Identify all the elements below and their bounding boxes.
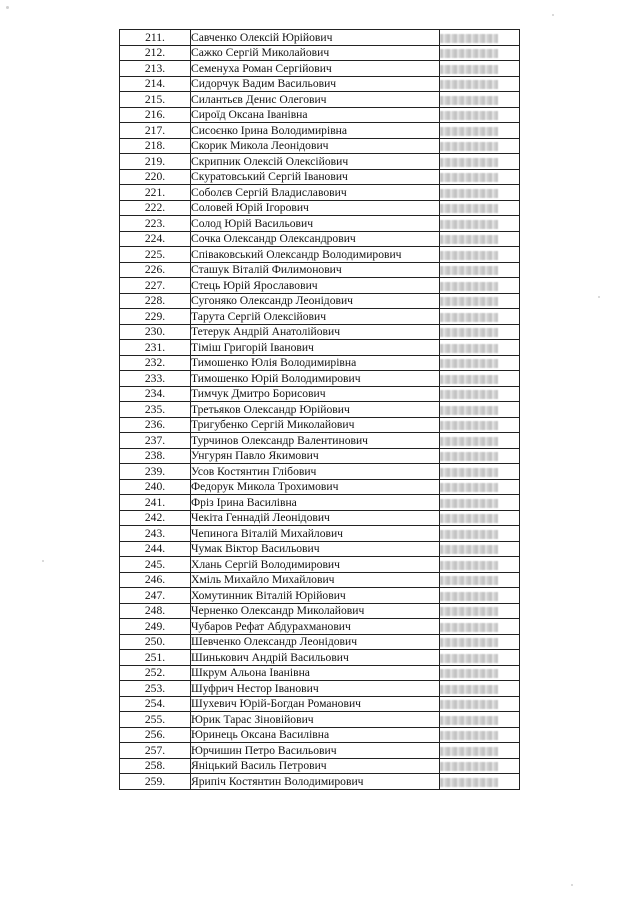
document-number-cell xyxy=(440,216,520,232)
document-number-cell xyxy=(440,681,520,697)
row-number: 227. xyxy=(120,278,191,294)
row-number: 259. xyxy=(120,774,191,790)
row-number: 221. xyxy=(120,185,191,201)
table-row xyxy=(120,634,520,650)
redacted-document-number xyxy=(440,111,498,120)
row-number: 241. xyxy=(120,495,191,511)
full-name: Чепинога Віталій Михайлович xyxy=(191,526,440,542)
full-name: Стець Юрій Ярославович xyxy=(191,278,440,294)
table-row xyxy=(120,696,520,712)
full-name: Хлань Сергій Володимирович xyxy=(191,557,440,573)
row-number: 224. xyxy=(120,231,191,247)
full-name: Юрчишин Петро Васильович xyxy=(191,743,440,759)
full-name: Соболєв Сергій Владиславович xyxy=(191,185,440,201)
document-number-cell xyxy=(440,154,520,170)
row-number: 249. xyxy=(120,619,191,635)
document-number-cell xyxy=(440,588,520,604)
redacted-document-number xyxy=(440,142,498,151)
document-number-cell xyxy=(440,386,520,402)
redacted-document-number xyxy=(440,716,498,725)
scan-speck xyxy=(552,14,554,16)
full-name: Юрик Тарас Зіновійович xyxy=(191,712,440,728)
row-number: 226. xyxy=(120,262,191,278)
redacted-document-number xyxy=(440,561,498,570)
row-number: 240. xyxy=(120,479,191,495)
full-name: Солод Юрій Васильович xyxy=(191,216,440,232)
redacted-document-number xyxy=(440,685,498,694)
redacted-document-number xyxy=(440,158,498,167)
full-name: Тіміш Григорій Іванович xyxy=(191,340,440,356)
row-number: 239. xyxy=(120,464,191,480)
full-name: Шухевич Юрій-Богдан Романович xyxy=(191,696,440,712)
table-row xyxy=(120,402,520,418)
row-number: 257. xyxy=(120,743,191,759)
full-name: Яніцький Василь Петрович xyxy=(191,758,440,774)
row-number: 218. xyxy=(120,138,191,154)
table-row xyxy=(120,510,520,526)
redacted-document-number xyxy=(440,65,498,74)
redacted-document-number xyxy=(440,173,498,182)
redacted-document-number xyxy=(440,514,498,523)
table-row xyxy=(120,231,520,247)
full-name: Сташук Віталій Филимонович xyxy=(191,262,440,278)
table-row xyxy=(120,665,520,681)
full-name: Тарута Сергій Олексійович xyxy=(191,309,440,325)
redacted-document-number xyxy=(440,266,498,275)
table-row xyxy=(120,774,520,790)
full-name: Тимчук Дмитро Борисович xyxy=(191,386,440,402)
document-number-cell xyxy=(440,371,520,387)
document-number-cell xyxy=(440,92,520,108)
document-number-cell xyxy=(440,123,520,139)
table-row xyxy=(120,293,520,309)
redacted-document-number xyxy=(440,220,498,229)
table-row xyxy=(120,603,520,619)
redacted-document-number xyxy=(440,747,498,756)
redacted-document-number xyxy=(440,762,498,771)
redacted-document-number xyxy=(440,437,498,446)
document-number-cell xyxy=(440,541,520,557)
deputies-table-body xyxy=(120,30,520,790)
redacted-document-number xyxy=(440,654,498,663)
redacted-document-number xyxy=(440,530,498,539)
document-number-cell xyxy=(440,200,520,216)
table-row xyxy=(120,340,520,356)
row-number: 233. xyxy=(120,371,191,387)
row-number: 255. xyxy=(120,712,191,728)
document-number-cell xyxy=(440,743,520,759)
full-name: Чубаров Рефат Абдурахманович xyxy=(191,619,440,635)
row-number: 223. xyxy=(120,216,191,232)
full-name: Тимошенко Юрій Володимирович xyxy=(191,371,440,387)
row-number: 252. xyxy=(120,665,191,681)
redacted-document-number xyxy=(440,390,498,399)
redacted-document-number xyxy=(440,34,498,43)
full-name: Федорук Микола Трохимович xyxy=(191,479,440,495)
row-number: 245. xyxy=(120,557,191,573)
table-row xyxy=(120,433,520,449)
table-row xyxy=(120,495,520,511)
document-number-cell xyxy=(440,138,520,154)
row-number: 237. xyxy=(120,433,191,449)
table-row xyxy=(120,557,520,573)
table-row xyxy=(120,743,520,759)
row-number: 215. xyxy=(120,92,191,108)
document-number-cell xyxy=(440,309,520,325)
document-number-cell xyxy=(440,557,520,573)
table-row xyxy=(120,355,520,371)
table-row xyxy=(120,154,520,170)
table-row xyxy=(120,448,520,464)
redacted-document-number xyxy=(440,623,498,632)
table-row xyxy=(120,262,520,278)
table-row xyxy=(120,309,520,325)
document-number-cell xyxy=(440,107,520,123)
redacted-document-number xyxy=(440,483,498,492)
table-row xyxy=(120,123,520,139)
row-number: 231. xyxy=(120,340,191,356)
table-row xyxy=(120,479,520,495)
full-name: Фріз Ірина Василівна xyxy=(191,495,440,511)
full-name: Шевченко Олександр Леонідович xyxy=(191,634,440,650)
row-number: 242. xyxy=(120,510,191,526)
redacted-document-number xyxy=(440,669,498,678)
table-row xyxy=(120,417,520,433)
table-row xyxy=(120,30,520,46)
table-row xyxy=(120,386,520,402)
row-number: 213. xyxy=(120,61,191,77)
full-name: Усов Костянтин Глібович xyxy=(191,464,440,480)
row-number: 258. xyxy=(120,758,191,774)
table-row xyxy=(120,619,520,635)
full-name: Шуфрич Нестор Іванович xyxy=(191,681,440,697)
full-name: Сочка Олександр Олександрович xyxy=(191,231,440,247)
document-number-cell xyxy=(440,324,520,340)
row-number: 232. xyxy=(120,355,191,371)
row-number: 234. xyxy=(120,386,191,402)
row-number: 243. xyxy=(120,526,191,542)
full-name: Чекіта Геннадій Леонідович xyxy=(191,510,440,526)
document-number-cell xyxy=(440,61,520,77)
row-number: 256. xyxy=(120,727,191,743)
document-number-cell xyxy=(440,76,520,92)
document-number-cell xyxy=(440,293,520,309)
redacted-document-number xyxy=(440,499,498,508)
full-name: Хомутинник Віталій Юрійович xyxy=(191,588,440,604)
table-row xyxy=(120,712,520,728)
document-number-cell xyxy=(440,696,520,712)
document-number-cell xyxy=(440,278,520,294)
document-number-cell xyxy=(440,510,520,526)
document-number-cell xyxy=(440,417,520,433)
table-row xyxy=(120,526,520,542)
full-name: Чумак Віктор Васильович xyxy=(191,541,440,557)
full-name: Сидорчук Вадим Васильович xyxy=(191,76,440,92)
document-number-cell xyxy=(440,712,520,728)
full-name: Хміль Михайло Михайлович xyxy=(191,572,440,588)
full-name: Сажко Сергій Миколайович xyxy=(191,45,440,61)
row-number: 250. xyxy=(120,634,191,650)
document-number-cell xyxy=(440,464,520,480)
full-name: Ярипіч Костянтин Володимирович xyxy=(191,774,440,790)
full-name: Сисоєнко Ірина Володимирівна xyxy=(191,123,440,139)
table-row xyxy=(120,681,520,697)
full-name: Шинькович Андрій Васильович xyxy=(191,650,440,666)
row-number: 253. xyxy=(120,681,191,697)
table-row xyxy=(120,324,520,340)
table-row xyxy=(120,371,520,387)
row-number: 222. xyxy=(120,200,191,216)
scan-speck xyxy=(598,296,600,298)
table-row xyxy=(120,92,520,108)
scan-speck xyxy=(571,884,573,886)
document-number-cell xyxy=(440,572,520,588)
document-number-cell xyxy=(440,45,520,61)
row-number: 246. xyxy=(120,572,191,588)
scan-speck xyxy=(42,560,44,562)
deputies-table xyxy=(119,29,520,790)
redacted-document-number xyxy=(440,545,498,554)
redacted-document-number xyxy=(440,235,498,244)
full-name: Савченко Олексій Юрійович xyxy=(191,30,440,46)
document-number-cell xyxy=(440,526,520,542)
full-name: Скуратовський Сергій Іванович xyxy=(191,169,440,185)
redacted-document-number xyxy=(440,731,498,740)
row-number: 254. xyxy=(120,696,191,712)
redacted-document-number xyxy=(440,313,498,322)
document-number-cell xyxy=(440,185,520,201)
full-name: Тригубенко Сергій Миколайович xyxy=(191,417,440,433)
full-name: Співаковський Олександр Володимирович xyxy=(191,247,440,263)
table-row xyxy=(120,185,520,201)
full-name: Тимошенко Юлія Володимирівна xyxy=(191,355,440,371)
row-number: 236. xyxy=(120,417,191,433)
full-name: Тетерук Андрій Анатолійович xyxy=(191,324,440,340)
row-number: 238. xyxy=(120,448,191,464)
row-number: 214. xyxy=(120,76,191,92)
document-number-cell xyxy=(440,603,520,619)
document-number-cell xyxy=(440,727,520,743)
document-number-cell xyxy=(440,231,520,247)
document-number-cell xyxy=(440,758,520,774)
document-number-cell xyxy=(440,665,520,681)
scan-speck xyxy=(6,6,9,9)
full-name: Юринець Оксана Василівна xyxy=(191,727,440,743)
row-number: 244. xyxy=(120,541,191,557)
table-row xyxy=(120,727,520,743)
redacted-document-number xyxy=(440,592,498,601)
document-number-cell xyxy=(440,247,520,263)
redacted-document-number xyxy=(440,375,498,384)
document-number-cell xyxy=(440,634,520,650)
row-number: 228. xyxy=(120,293,191,309)
redacted-document-number xyxy=(440,778,498,787)
redacted-document-number xyxy=(440,359,498,368)
document-number-cell xyxy=(440,262,520,278)
table-row xyxy=(120,588,520,604)
row-number: 225. xyxy=(120,247,191,263)
full-name: Унгурян Павло Якимович xyxy=(191,448,440,464)
redacted-document-number xyxy=(440,638,498,647)
table-row xyxy=(120,247,520,263)
redacted-document-number xyxy=(440,297,498,306)
full-name: Силантьєв Денис Олегович xyxy=(191,92,440,108)
redacted-document-number xyxy=(440,96,498,105)
table-row xyxy=(120,107,520,123)
table-row xyxy=(120,45,520,61)
redacted-document-number xyxy=(440,204,498,213)
full-name: Шкрум Альона Іванівна xyxy=(191,665,440,681)
document-number-cell xyxy=(440,433,520,449)
document-number-cell xyxy=(440,30,520,46)
row-number: 217. xyxy=(120,123,191,139)
redacted-document-number xyxy=(440,576,498,585)
row-number: 219. xyxy=(120,154,191,170)
redacted-document-number xyxy=(440,406,498,415)
full-name: Третьяков Олександр Юрійович xyxy=(191,402,440,418)
redacted-document-number xyxy=(440,189,498,198)
full-name: Турчинов Олександр Валентинович xyxy=(191,433,440,449)
row-number: 229. xyxy=(120,309,191,325)
redacted-document-number xyxy=(440,328,498,337)
full-name: Скорик Микола Леонідович xyxy=(191,138,440,154)
full-name: Семенуха Роман Сергійович xyxy=(191,61,440,77)
redacted-document-number xyxy=(440,607,498,616)
document-number-cell xyxy=(440,650,520,666)
document-number-cell xyxy=(440,169,520,185)
redacted-document-number xyxy=(440,468,498,477)
row-number: 212. xyxy=(120,45,191,61)
table-row xyxy=(120,61,520,77)
document-number-cell xyxy=(440,619,520,635)
table-row xyxy=(120,758,520,774)
table-row xyxy=(120,650,520,666)
full-name: Черненко Олександр Миколайович xyxy=(191,603,440,619)
redacted-document-number xyxy=(440,700,498,709)
redacted-document-number xyxy=(440,282,498,291)
row-number: 230. xyxy=(120,324,191,340)
document-number-cell xyxy=(440,355,520,371)
full-name: Сироїд Оксана Іванівна xyxy=(191,107,440,123)
redacted-document-number xyxy=(440,452,498,461)
redacted-document-number xyxy=(440,49,498,58)
redacted-document-number xyxy=(440,421,498,430)
redacted-document-number xyxy=(440,80,498,89)
row-number: 216. xyxy=(120,107,191,123)
table-row xyxy=(120,464,520,480)
table-row xyxy=(120,200,520,216)
row-number: 248. xyxy=(120,603,191,619)
document-number-cell xyxy=(440,448,520,464)
row-number: 235. xyxy=(120,402,191,418)
table-row xyxy=(120,572,520,588)
redacted-document-number xyxy=(440,344,498,353)
row-number: 251. xyxy=(120,650,191,666)
full-name: Сугоняко Олександр Леонідович xyxy=(191,293,440,309)
document-number-cell xyxy=(440,774,520,790)
table-row xyxy=(120,169,520,185)
table-row xyxy=(120,216,520,232)
redacted-document-number xyxy=(440,127,498,136)
document-number-cell xyxy=(440,495,520,511)
full-name: Скрипник Олексій Олексійович xyxy=(191,154,440,170)
full-name: Соловей Юрій Ігорович xyxy=(191,200,440,216)
document-number-cell xyxy=(440,479,520,495)
row-number: 220. xyxy=(120,169,191,185)
table-row xyxy=(120,541,520,557)
redacted-document-number xyxy=(440,251,498,260)
row-number: 247. xyxy=(120,588,191,604)
document-number-cell xyxy=(440,340,520,356)
table-row xyxy=(120,138,520,154)
row-number: 211. xyxy=(120,30,191,46)
table-row xyxy=(120,76,520,92)
document-number-cell xyxy=(440,402,520,418)
table-row xyxy=(120,278,520,294)
